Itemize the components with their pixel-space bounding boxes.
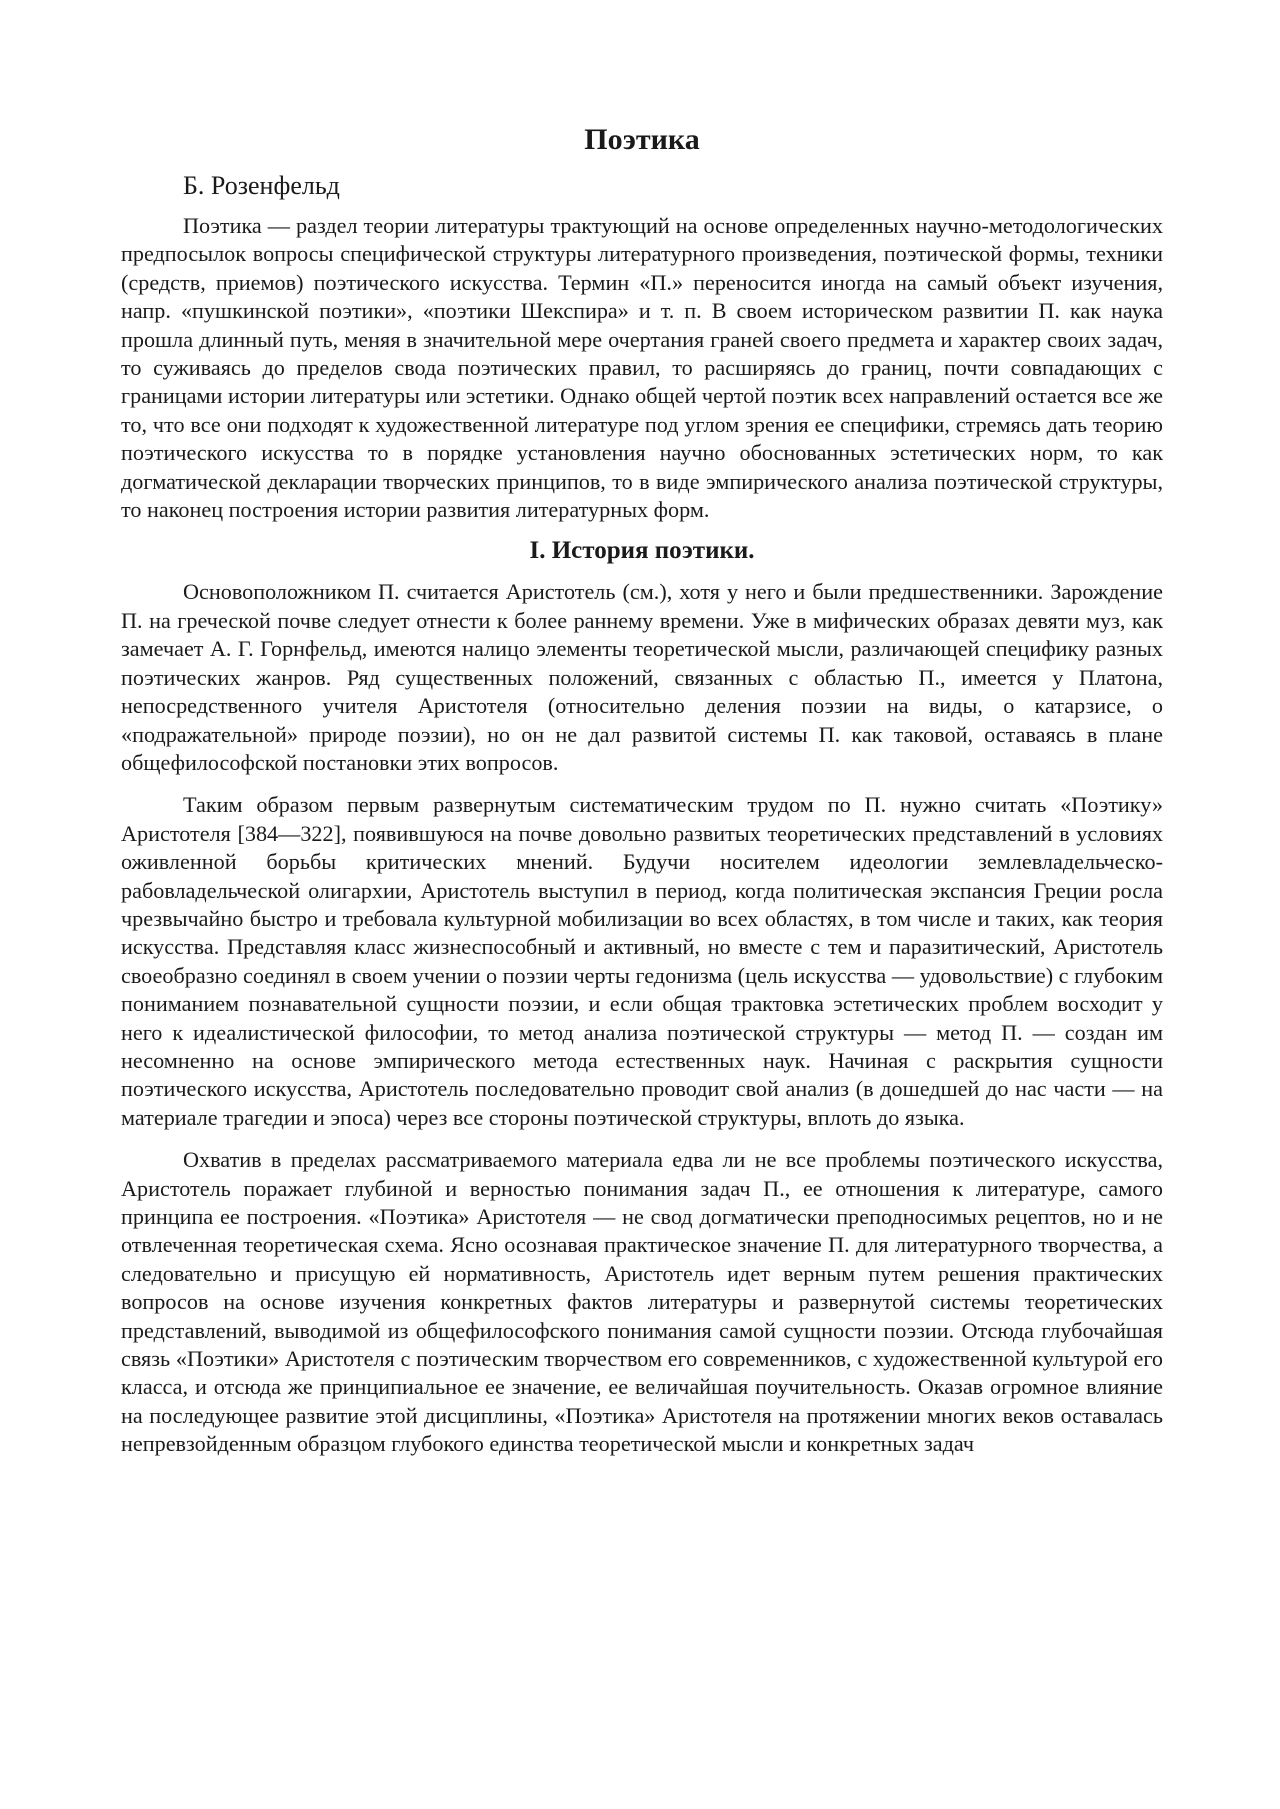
section-title: I. История поэтики. [529, 537, 755, 565]
body-paragraph-3: Охватив в пределах рассматриваемого материала едва ли не все проблемы поэтического искусства, Аристотель поражает глубиной и верностью понимания задач П., ее отношения к литературе, самого принципа ее построения. «Поэтика» Аристотеля — не свод догматически преподносимых рецептов, но и не отвлеченная теоретическая схема. Ясно осознавая практическое значение П. для литературного творчества, а следовательно и присущую ей нормативность, Аристотель идет верным путем решения практических вопросов на основе изучения конкретных фактов литературы и развернутой системы теоретических представлений, выводимой из общефилософского понимания самой сущности поэзии. Отсюда глубочайшая связь «Поэтики» Аристотеля с поэтическим творчеством его современников, с художественной культурой его класса, и отсюда же принципиальное ее значение, ее величайшая поучительность. Оказав огромное влияние на последующее развитие этой дисциплины, «Поэтика» Аристотеля на протяжении многих веков оставалась непревзойденным образцом глубокого единства теоретической мысли и конкретных задач [121, 1147, 1163, 1457]
body-paragraph-1: Основоположником П. считается Аристотель (см.), хотя у него и были предшественники. Зарождение П. на греческой почве следует отнести к более раннему времени. Уже в мифических образах девяти муз, как замечает А. Г. Горнфельд, имеются налицо элементы теоретической мысли, различающей специфику разных поэтических жанров. Ряд существенных положений, связанных с областью П., имеется у Платона, непосредственного учителя Аристотеля (относительно деления поэзии на виды, о катарзисе, о «подражательной» природе поэзии), но он не дал развитой системы П. как таковой, оставаясь в плане общефилософской постановки этих вопросов. [121, 579, 1163, 775]
intro-paragraph: Поэтика — раздел теории литературы трактующий на основе определенных научно-методологических предпосылок вопросы специфической структуры литературного произведения, поэтической формы, техники (средств, приемов) поэтического искусства. Термин «П.» переносится иногда на самый объект изучения, напр. «пушкинской поэтики», «поэтики Шекспира» и т. п. В своем историческом развитии П. как наука прошла длинный путь, меняя в значительной мере очертания граней своего предмета и характер своих задач, то суживаясь до пределов свода поэтических правил, то расширяясь до границ, почти совпадающих с границами истории литературы или эстетики. Однако общей чертой поэтик всех направлений остается все же то, что все они подходят к художественной литературе под углом зрения ее специфики, стремясь дать теорию поэтического искусства то в порядке установления научно обоснованных эстетических норм, то как догматической декларации творческих принципов, то в виде эмпирического анализа поэтической структуры, то наконец построения истории развития литературных форм. [121, 213, 1163, 523]
document-title: Поэтика [584, 123, 700, 156]
document-body [121, 120, 1163, 1473]
author-name: Б. Розенфельд [183, 171, 340, 200]
body-paragraph-2: Таким образом первым развернутым систематическим трудом по П. нужно считать «Поэтику» Аристотеля [384—322], появившуюся на почве довольно развитых теоретических представлений в условиях оживленной борьбы критических мнений. Будучи носителем идеологии землевладельческо-рабовладельческой олигархии, Аристотель выступил в период, когда политическая экспансия Греции росла чрезвычайно быстро и требовала культурной мобилизации во всех областях, в том числе и таких, как теория искусства. Представляя класс жизнеспособный и активный, но вместе с тем и паразитический, Аристотель своеобразно соединял в своем учении о поэзии черты гедонизма (цель искусства — удовольствие) с глубоким пониманием познавательной сущности поэзии, и если общая трактовка эстетических проблем восходит у него к идеалистической философии, то метод анализа поэтической структуры — метод П. — создан им несомненно на основе эмпирического метода естественных наук. Начиная с раскрытия сущности поэтического искусства, Аристотель последовательно проводит свой анализ (в дошедшей до нас части — на материале трагедии и эпоса) через все стороны поэтической структуры, вплоть до языка. [121, 792, 1163, 1130]
